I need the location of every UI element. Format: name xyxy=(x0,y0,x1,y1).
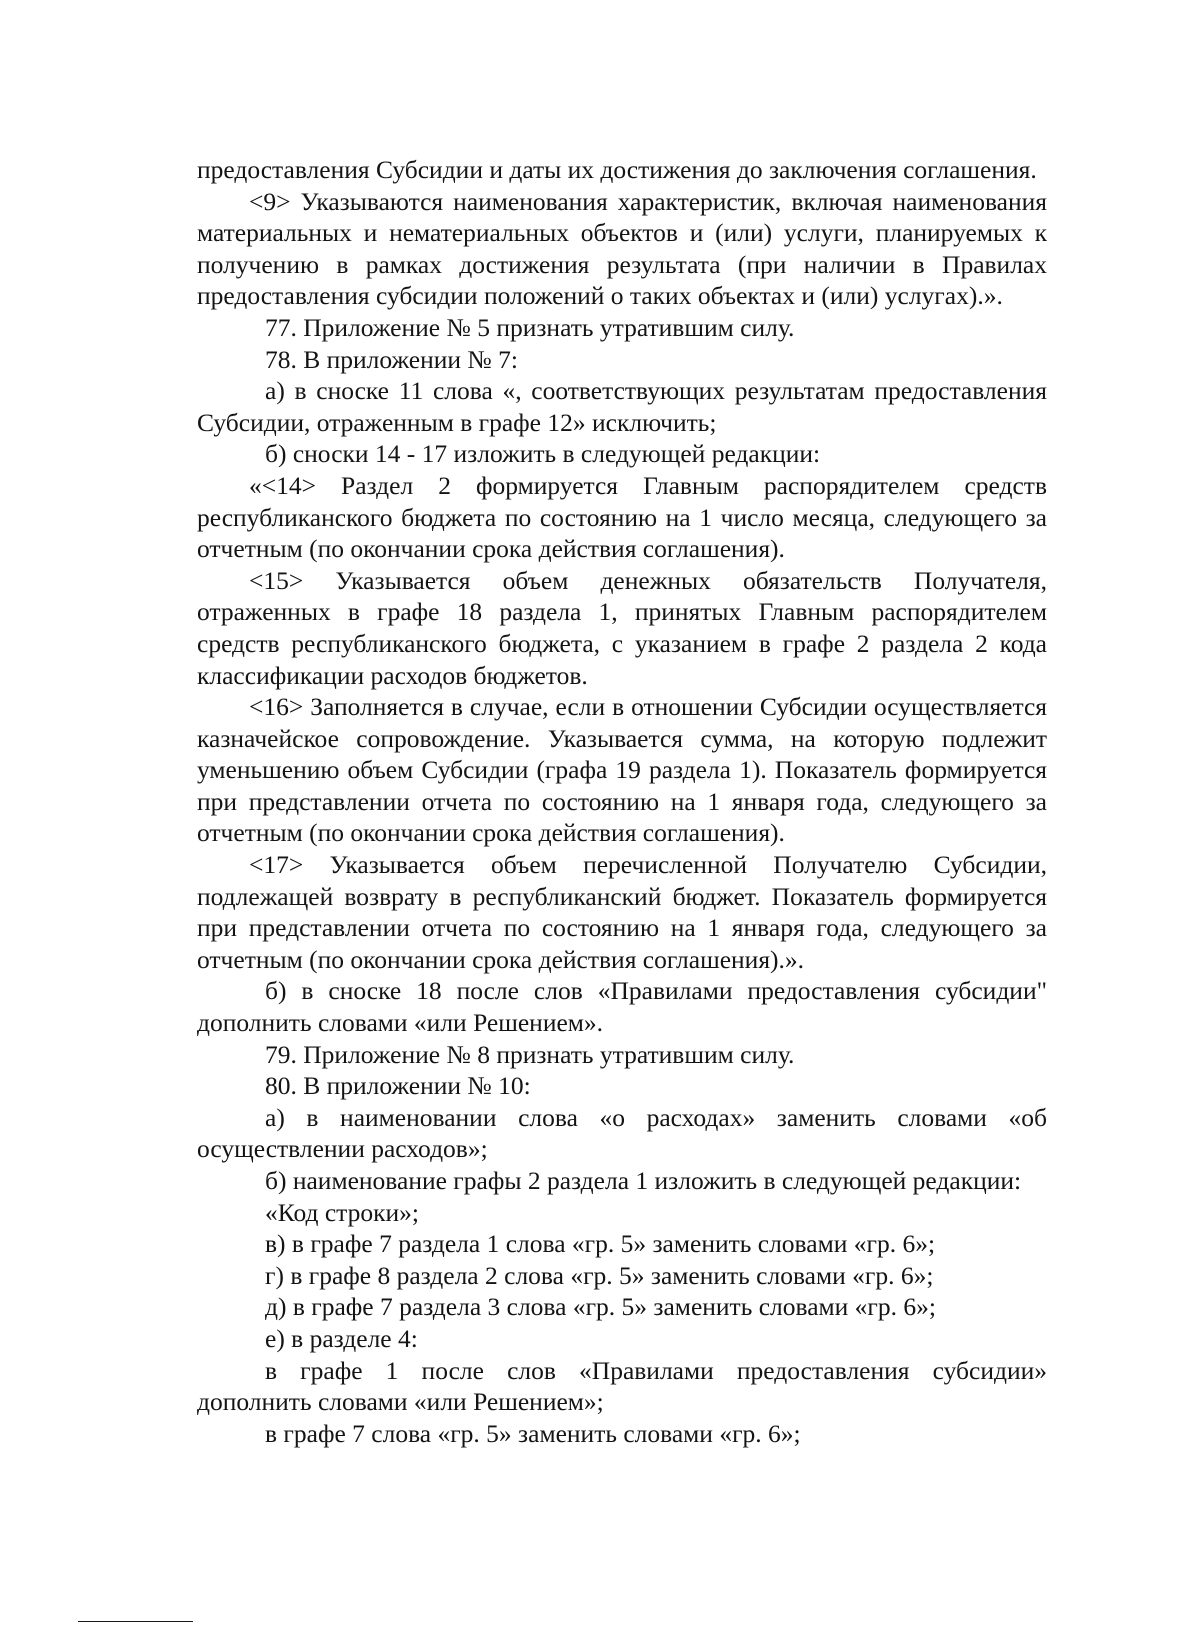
item-80-e: е) в разделе 4: xyxy=(265,1323,418,1353)
footnote-17: <17> Указывается объем перечисленной Получателю Субсидии, подлежащей возврату в республиканский бюджет. Показатель формируется при представлении отчета по состоянию на 1 января года, следующего за отчетным (по окончании срока действия соглашения).». xyxy=(197,850,1047,974)
paragraph-continuation: предоставления Субсидии и даты их достижения до заключения соглашения. xyxy=(197,155,1037,184)
item-80-b-quote: «Код строки»; xyxy=(265,1197,419,1227)
item-80-b: б) наименование графы 2 раздела 1 изложить в следующей редакции: xyxy=(265,1166,1022,1195)
footnote-14: «<14> Раздел 2 формируется Главным распорядителем средств республиканского бюджета по состоянию на 1 число месяца, следующего за отчетным (по окончании срока действия соглашения). xyxy=(197,470,1047,564)
footnote-separator-line xyxy=(78,1621,193,1622)
item-77: 77. Приложение № 5 признать утратившим силу. xyxy=(265,312,795,342)
item-80-d: д) в графе 7 раздела 3 слова «гр. 5» заменить словами «гр. 6»; xyxy=(265,1292,936,1322)
item-80-e-column-7: в графе 7 слова «гр. 5» заменить словами «гр. 6»; xyxy=(265,1418,801,1448)
item-78-b: б) сноски 14 - 17 изложить в следующей редакции: xyxy=(265,439,821,469)
item-78-b-footnote-18: б) в сноске 18 после слов «Правилами предоставления субсидии" дополнить словами «или Решением». xyxy=(197,976,1047,1038)
footnote-15: <15> Указывается объем денежных обязательств Получателя, отраженных в графе 18 раздела 1, принятых Главным распорядителем средств республиканского бюджета, с указанием в графе 2 раздела 2 кода классификации расходов бюджетов. xyxy=(197,565,1047,690)
item-80-v: в) в графе 7 раздела 1 слова «гр. 5» заменить словами «гр. 6»; xyxy=(265,1229,936,1259)
footnote-9: <9> Указываются наименования характеристик, включая наименования материальных и нематериальных объектов и (или) услуги, планируемых к получению в рамках достижения результата (при наличии в Правилах предоставления субсидии положений о таких объектах и (или) услугах).». xyxy=(197,186,1047,311)
item-80-e-column-1: в графе 1 после слов «Правилами предоставления субсидии» дополнить словами «или Решением»; xyxy=(197,1355,1047,1417)
item-80: 80. В приложении № 10: xyxy=(265,1071,531,1101)
item-78-a: а) в сноске 11 слова «, соответствующих результатам предоставления Субсидии, отраженным в графе 12» исключить; xyxy=(197,376,1047,437)
footnote-16: <16> Заполняется в случае, если в отношении Субсидии осуществляется казначейское сопровождение. Указывается сумма, на которую подлежит уменьшению объем Субсидии (графа 19 раздела 1). Показатель формируется при представлении отчета по состоянию на 1 января года, следующего за отчетным (по окончании срока действия соглашения). xyxy=(197,692,1047,848)
item-80-a: а) в наименовании слова «о расходах» заменить словами «об осуществлении расходов»; xyxy=(197,1102,1047,1164)
item-80-g: г) в графе 8 раздела 2 слова «гр. 5» заменить словами «гр. 6»; xyxy=(265,1260,934,1290)
document-body xyxy=(197,154,1047,1449)
item-78: 78. В приложении № 7: xyxy=(265,344,518,374)
item-79: 79. Приложение № 8 признать утратившим силу. xyxy=(265,1039,795,1069)
